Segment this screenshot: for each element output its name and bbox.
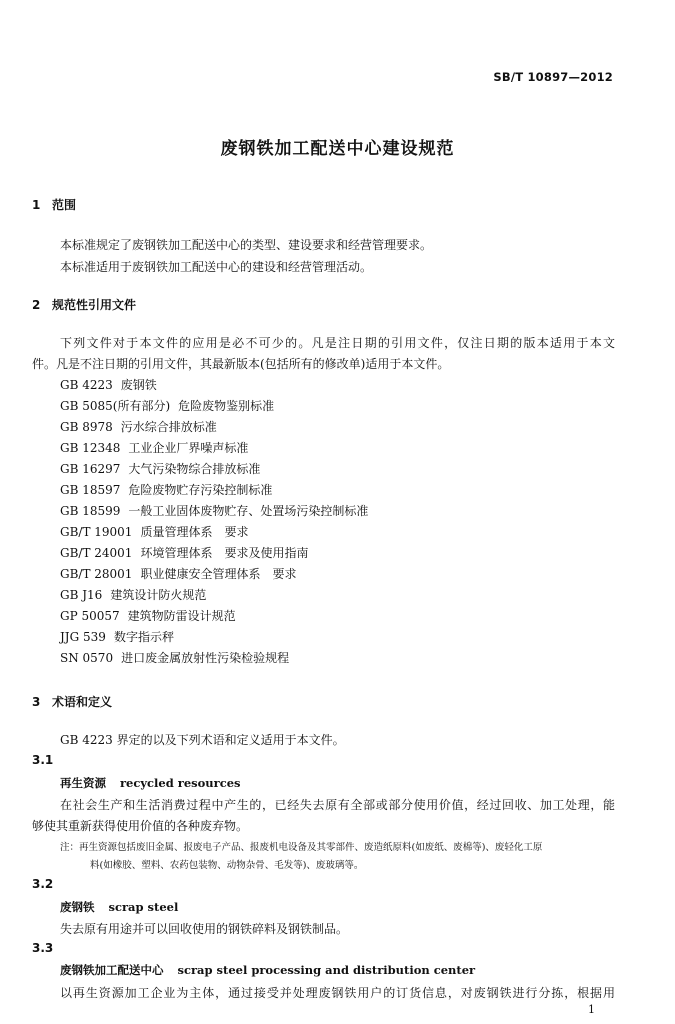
definition: 失去原有用途并可以回收使用的钢铁碎料及钢铁制品。 xyxy=(60,922,349,936)
reference-item xyxy=(60,607,236,624)
reference-item xyxy=(60,397,274,414)
reference-code: GB 4223 xyxy=(60,378,113,392)
reference-code: GB 5085(所有部分) xyxy=(60,399,171,413)
reference-code: GB 8978 xyxy=(60,420,113,434)
reference-item xyxy=(60,481,272,498)
section-title: 规范性引用文件 xyxy=(52,298,137,312)
reference-title: 职业健康安全管理体系 要求 xyxy=(140,567,297,581)
standard-number: SB/T 10897—2012 xyxy=(493,70,613,84)
clause-number: 3.1 xyxy=(32,753,54,767)
note: 注：再生资源包括废旧金属、报废电子产品、报废机电设备及其零部件、废造纸原料(如废纸、废棉等)、废轻化工原 xyxy=(60,842,543,853)
reference-item xyxy=(60,502,368,519)
term-chinese: 再生资源 xyxy=(60,776,106,790)
reference-code: GB/T 24001 xyxy=(60,546,133,560)
section-number: 3 xyxy=(32,695,41,709)
section-title: 术语和定义 xyxy=(52,695,113,709)
term-entry xyxy=(60,899,178,915)
paragraph: 本标准规定了废钢铁加工配送中心的类型、建设要求和经营管理要求。 xyxy=(60,238,433,252)
term-english: recycled resources xyxy=(120,776,241,790)
document-title: 废钢铁加工配送中心建设规范 xyxy=(220,139,455,159)
term-entry xyxy=(60,775,241,791)
reference-title: 废钢铁 xyxy=(120,378,157,392)
reference-item xyxy=(60,523,248,540)
reference-item xyxy=(60,439,248,456)
paragraph: 本标准适用于废钢铁加工配送中心的建设和经营管理活动。 xyxy=(60,260,373,274)
reference-title: 数字指示秤 xyxy=(113,630,174,644)
reference-code: GB 18597 xyxy=(60,483,121,497)
reference-code: GB/T 28001 xyxy=(60,567,133,581)
reference-title: 质量管理体系 要求 xyxy=(140,525,249,539)
reference-code: GB 12348 xyxy=(60,441,121,455)
reference-item xyxy=(60,376,157,393)
section-3-heading xyxy=(32,693,112,710)
reference-code: JJG 539 xyxy=(60,630,106,644)
reference-title: 一般工业固体废物贮存、处置场污染控制标准 xyxy=(128,504,369,518)
term-entry xyxy=(60,962,475,978)
reference-item xyxy=(60,544,308,561)
reference-item xyxy=(60,418,217,435)
reference-title: 建筑设计防火规范 xyxy=(110,588,207,602)
reference-title: 危险废物贮存污染控制标准 xyxy=(128,483,273,497)
definition: 以再生资源加工企业为主体，通过接受并处理废钢铁用户的订货信息，对废钢铁进行分拣，根据用 xyxy=(60,986,615,1000)
reference-item xyxy=(60,565,296,582)
section-number: 2 xyxy=(32,298,41,312)
section-title: 范围 xyxy=(52,198,77,212)
clause-number: 3.2 xyxy=(32,877,54,891)
section-number: 1 xyxy=(32,198,41,212)
paragraph: 下列文件对于本文件的应用是必不可少的。凡是注日期的引用文件，仅注日期的版本适用于本文 xyxy=(60,336,615,350)
clause-number: 3.3 xyxy=(32,941,54,955)
reference-item xyxy=(60,628,174,645)
paragraph: GB 4223 界定的以及下列术语和定义适用于本文件。 xyxy=(60,733,345,747)
reference-title: 工业企业厂界噪声标准 xyxy=(128,441,249,455)
reference-item xyxy=(60,460,260,477)
term-chinese: 废钢铁加工配送中心 xyxy=(60,963,164,977)
section-2-heading xyxy=(32,296,136,313)
term-english: scrap steel processing and distribution center xyxy=(177,963,476,977)
reference-title: 进口废金属放射性污染检验规程 xyxy=(121,651,290,665)
reference-item xyxy=(60,586,206,603)
reference-code: GB 16297 xyxy=(60,462,121,476)
reference-code: GB 18599 xyxy=(60,504,121,518)
definition: 在社会生产和生活消费过程中产生的，已经失去原有全部或部分使用价值，经过回收、加工处理，能 xyxy=(60,798,615,812)
reference-title: 环境管理体系 要求及使用指南 xyxy=(140,546,309,560)
term-english: scrap steel xyxy=(108,900,179,914)
paragraph: 件。凡是不注日期的引用文件，其最新版本(包括所有的修改单)适用于本文件。 xyxy=(32,357,450,371)
definition: 够使其重新获得使用价值的各种废弃物。 xyxy=(32,819,249,833)
page-number: 1 xyxy=(588,1003,595,1016)
reference-title: 大气污染物综合排放标准 xyxy=(128,462,261,476)
note: 料(如橡胶、塑料、农药包装物、动物杂骨、毛发等)、废玻璃等。 xyxy=(90,860,364,871)
term-chinese: 废钢铁 xyxy=(60,900,95,914)
reference-code: GB J16 xyxy=(60,588,103,602)
reference-title: 危险废物鉴别标准 xyxy=(178,399,275,413)
reference-title: 污水综合排放标准 xyxy=(120,420,217,434)
reference-code: GP 50057 xyxy=(60,609,120,623)
section-1-heading xyxy=(32,196,76,213)
reference-code: SN 0570 xyxy=(60,651,114,665)
reference-code: GB/T 19001 xyxy=(60,525,133,539)
reference-item xyxy=(60,649,289,666)
reference-title: 建筑物防雷设计规范 xyxy=(127,609,236,623)
